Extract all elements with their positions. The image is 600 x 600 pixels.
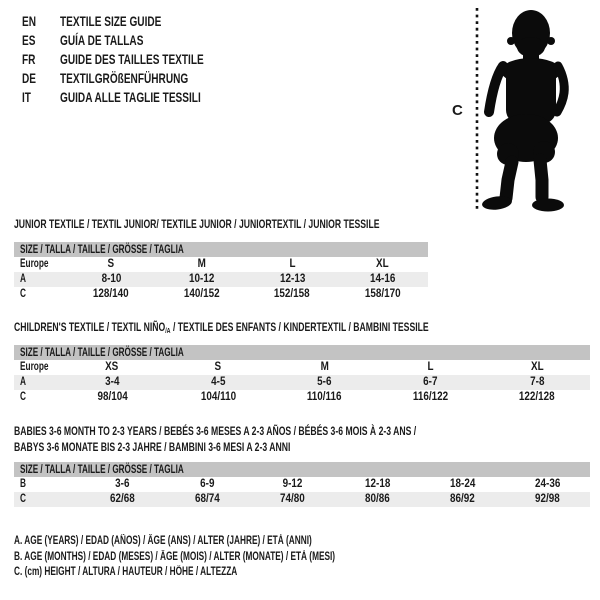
height-value: 110/116 bbox=[307, 391, 342, 403]
size-header-bar: SIZE / TALLA / TAILLE / GRÖSSE / TAGLIA bbox=[14, 345, 590, 360]
row-label: A bbox=[20, 376, 26, 388]
figure-label-c: C bbox=[452, 102, 463, 119]
toddler-silhouette-icon bbox=[440, 0, 600, 215]
language-row-it bbox=[22, 88, 260, 107]
height-value: 104/110 bbox=[200, 391, 236, 403]
age-value: 4-5 bbox=[211, 376, 226, 388]
height-value: 80/86 bbox=[365, 493, 390, 505]
children-size-table bbox=[14, 345, 590, 405]
height-value: 74/80 bbox=[280, 493, 305, 505]
height-value: 86/92 bbox=[450, 493, 475, 505]
age-value: 7-8 bbox=[529, 376, 545, 388]
row-label: C bbox=[20, 391, 26, 403]
babies-size-table bbox=[14, 462, 590, 507]
language-title-block bbox=[22, 12, 260, 107]
language-title: TEXTILGRÖßENFÜHRUNG bbox=[60, 70, 189, 86]
age-value: 14-16 bbox=[370, 273, 396, 285]
table-row-sizes bbox=[14, 360, 590, 375]
language-title: GUIDA ALLE TAGLIE TESSILI bbox=[60, 89, 201, 105]
age-value: 12-13 bbox=[279, 273, 305, 285]
language-code: EN bbox=[22, 13, 37, 29]
size-value: L bbox=[289, 258, 296, 270]
language-title: TEXTILE SIZE GUIDE bbox=[60, 13, 162, 29]
language-code: DE bbox=[22, 70, 37, 86]
size-value: XS bbox=[105, 361, 119, 373]
age-value: 3-6 bbox=[115, 478, 130, 490]
measurement-legend bbox=[14, 534, 460, 581]
size-header-bar: SIZE / TALLA / TAILLE / GRÖSSE / TAGLIA bbox=[14, 462, 590, 477]
language-row-es bbox=[22, 31, 260, 50]
age-value: 6-9 bbox=[200, 478, 215, 490]
row-label: B bbox=[20, 478, 26, 490]
row-label: C bbox=[20, 493, 26, 505]
size-value: M bbox=[197, 258, 206, 270]
height-value: 68/74 bbox=[195, 493, 220, 505]
legend-line-c: C. (cm) HEIGHT / ALTURA / HAUTEUR / HÖHE / ALTEZZA bbox=[14, 566, 238, 578]
language-title: GUÍA DE TALLAS bbox=[60, 32, 144, 48]
age-value: 24-36 bbox=[534, 478, 561, 490]
table-row-sizes bbox=[14, 257, 428, 272]
age-value: 18-24 bbox=[449, 478, 476, 490]
table-row-age bbox=[14, 272, 428, 287]
height-value: 152/158 bbox=[274, 288, 311, 300]
age-value: 8-10 bbox=[101, 273, 122, 285]
language-row-de bbox=[22, 69, 260, 88]
height-value: 98/104 bbox=[96, 391, 128, 403]
height-value: 122/128 bbox=[519, 391, 555, 403]
title-subscript: /A bbox=[165, 326, 171, 335]
age-value: 5-6 bbox=[317, 376, 332, 388]
size-value: XL bbox=[376, 258, 390, 270]
language-code: FR bbox=[22, 51, 36, 67]
table-row-age-months bbox=[14, 477, 590, 492]
size-value: L bbox=[427, 361, 434, 373]
row-label: Europe bbox=[20, 258, 49, 270]
age-value: 10-12 bbox=[189, 273, 215, 285]
row-label: A bbox=[20, 273, 26, 285]
language-row-fr bbox=[22, 50, 260, 69]
children-table-title: CHILDREN'S TEXTILE / TEXTIL $NIÑO_{/A}$ / TEXTILE DES ENFANTS / KINDERTEXTIL / BAMBINI TESSILE bbox=[14, 320, 429, 335]
table-row-height bbox=[14, 390, 590, 405]
height-value: 62/68 bbox=[110, 493, 135, 505]
language-title: GUIDE DES TAILLES TEXTILE bbox=[60, 51, 204, 67]
height-value: 128/140 bbox=[93, 288, 130, 300]
height-value: 158/170 bbox=[364, 288, 401, 300]
language-row-en bbox=[22, 12, 260, 31]
height-value: 116/122 bbox=[413, 391, 449, 403]
row-label: Europe bbox=[20, 361, 49, 373]
row-label: C bbox=[20, 288, 26, 300]
height-value: 140/152 bbox=[183, 288, 220, 300]
legend-line-a: A. AGE (YEARS) / EDAD (AÑOS) / ÂGE (ANS) / ALTER (JAHRE) / ETÀ (ANNI) bbox=[14, 535, 312, 547]
age-value: 6-7 bbox=[423, 376, 438, 388]
height-value: 92/98 bbox=[535, 493, 560, 505]
age-value: 9-12 bbox=[282, 478, 303, 490]
size-value: M bbox=[320, 361, 329, 373]
table-row-height bbox=[14, 287, 428, 302]
age-value: 12-18 bbox=[364, 478, 391, 490]
legend-line-b: B. AGE (MONTHS) / EDAD (MESES) / ÂGE (MOIS) / ALTER (MONATE) / ETÀ (MESI) bbox=[14, 550, 336, 563]
language-code: ES bbox=[22, 32, 36, 48]
language-code: IT bbox=[22, 89, 31, 105]
table-row-age bbox=[14, 375, 590, 390]
junior-table-title: JUNIOR TEXTILE / TEXTIL JUNIOR/ TEXTILE JUNIOR / JUNIORTEXTIL / JUNIOR TESSILE bbox=[14, 217, 380, 231]
table-row-height bbox=[14, 492, 590, 507]
babies-table-title: BABIES 3-6 MONTH TO 2-3 YEARS / BEBÉS 3-6 MESES A 2-3 AÑOS / BÉBÉS 3-6 MOIS À 2-3 ANS / BABYS 3-6 MONATE BIS 2-3 JAHRE / BAMBINI 3-6 MESI A 2-3 ANNI bbox=[14, 424, 417, 454]
age-value: 3-4 bbox=[104, 376, 120, 388]
size-header-bar: SIZE / TALLA / TAILLE / GRÖSSE / TAGLIA bbox=[14, 242, 428, 257]
junior-size-table bbox=[14, 242, 428, 302]
size-value: XL bbox=[530, 361, 544, 373]
size-figure bbox=[440, 0, 600, 215]
size-value: S bbox=[107, 258, 115, 270]
size-value: S bbox=[214, 361, 222, 373]
